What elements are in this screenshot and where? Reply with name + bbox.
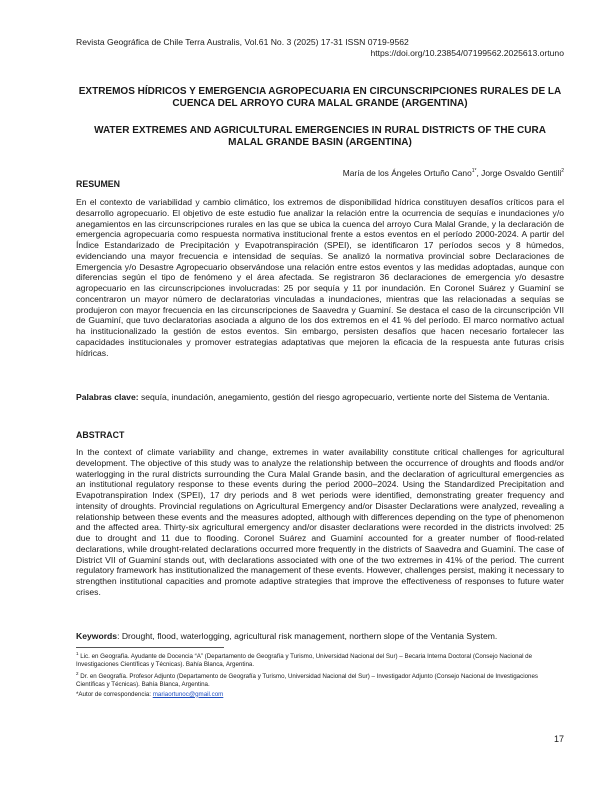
- palabras-clave: [76, 392, 564, 403]
- author-1-name: María de los Ángeles Ortuño Cano: [342, 167, 472, 178]
- footnote-2-mark: 2: [76, 671, 79, 677]
- page-number: 17: [553, 734, 564, 744]
- correspondence-label: *Autor de correspondencia:: [76, 690, 153, 698]
- journal-citation: Revista Geográfica de Chile Terra Australis, Vol.61 No. 3 (2025) 17-31 ISSN 0719-9562: [76, 37, 409, 47]
- author-line: [343, 166, 564, 179]
- footnote-2-text: Dr. en Geografía. Profesor Adjunto (Departamento de Geografía y Turismo, Universidad Nacional del Sur) – Investigador Adjunto (Consejo Nacional de Investigaciones Científicas y Técnicas). Bahía Blanca, Argentina.: [76, 673, 539, 689]
- resumen-text: En el contexto de variabilidad y cambio climático, los extremos de disponibilidad hídrica constituyen desafíos críticos para el desarrollo agropecuario. El objetivo de este estudio fue analizar la relación entre la ocurrencia de sequías e inundaciones y/o anegamientos en las circunscripciones rurales en las que se ubica la cuenca del arroyo Cura Malal Grande, y la declaración de emergencia agropecuaria como respuesta normativa institucional frente a estos eventos en el período 2000-2024. A partir del Índice Estandarizado de Precipitación y Evapotranspiración (SPEI), se identificaron 17 períodos secos y 8 húmedos, evidenciando una mayor frecuencia e intensidad de sequías. Se analizó la normativa provincial sobre Declaraciones de Emergencia y/o Desastre Agropecuario observándose una relación entre estos eventos y las medidas adoptadas, aunque con diferencias según el tipo de fenómeno y el área afectada. Se registraron 36 declaraciones de emergencia y/o desastre agropecuario en las circunscripciones involucradas: 25 por sequía y 11 por inundación. En Coronel Suárez y Guaminí se concentraron un mayor número de declaratorias vinculadas a inundaciones, mientras que las relacionadas a sequías se produjeron con mayor frecuencia en las circunscripciones de Saavedra y Guaminí. Se destaca el caso de la circunscripción VII de Guaminí, que tuvo declaratorias asociada a alguno de los dos extremos en el 41 % del período. El marco normativo actual ha institucionalizado la gestión de estos eventos. Sin embargo, persisten desafíos que hacen necesario fortalecer las capacidades institucionales y promover estrategias adaptativas que mejoren la eficacia de la respuesta ante futuras crisis hídricas.: [76, 197, 564, 358]
- footnote-1-mark: 1: [76, 651, 79, 656]
- author-1-mark: 1*: [471, 168, 477, 174]
- title-spanish: EXTREMOS HÍDRICOS Y EMERGENCIA AGROPECUARIA EN CIRCUNSCRIPCIONES RURALES DE LA CUENCA DEL ARROYO CURA MALAL GRANDE (ARGENTINA): [78, 86, 562, 110]
- footnote-2: [76, 670, 564, 689]
- author-2-name: Jorge Osvaldo Gentili: [481, 167, 562, 178]
- correspondence: [76, 691, 564, 699]
- palabras-clave-text: sequía, inundación, anegamiento, gestión del riesgo agropecuario, vertiente norte del Sistema de Ventania.: [138, 392, 550, 402]
- keywords: [76, 631, 564, 642]
- correspondence-email-link[interactable]: mariaortunoc@gmail.com: [152, 690, 224, 698]
- footnote-1: [76, 650, 564, 669]
- title-english: WATER EXTREMES AND AGRICULTURAL EMERGENCIES IN RURAL DISTRICTS OF THE CURA MALAL GRANDE BASIN (ARGENTINA): [94, 125, 546, 149]
- keywords-text: : Drought, flood, waterlogging, agricultural risk management, northern slope of the Ventania System.: [117, 631, 498, 641]
- paper-page: [76, 0, 564, 792]
- author-2-mark: 2: [561, 168, 564, 174]
- abstract-text: In the context of climate variability and change, extremes in water availability constitute critical challenges for agricultural development. The objective of this study was to analyze the relationship between the occurrence of droughts and floods and/or waterlogging in the rural districts surrounding the Cura Malal Grande basin, and the declaration of agricultural emergencies as an institutional regulatory response to these events during the period 2000–2024. Using the Standardized Precipitation and Evapotranspiration Index (SPEI), 17 dry periods and 8 wet periods were identified, demonstrating greater frequency and intensity of droughts. Provincial regulations on Agricultural Emergency and/or Disaster Declarations were analyzed, revealing a relationship between these events and the measures adopted, although with differences depending on the type of phenomenon and the affected area. Thirty-six agricultural emergency and/or disaster declarations were recorded in the districts involved: 25 due to drought and 11 due to flooding. Coronel Suárez and Guaminí accounted for a greater number of flood-related declarations, while drought-related declarations occurred more frequently in the districts of Saavedra and Guaminí. The case of District VII of Guaminí stands out, with declarations associated with one of the two extremes in 41% of the period. The current regulatory framework has institutionalized the management of these events. However, challenges persist, making it necessary to strengthen institutional capacities and promote adaptive strategies that improve the effectiveness of responses to future water crises.: [76, 447, 564, 597]
- palabras-clave-label: Palabras clave:: [76, 392, 139, 402]
- author-separator: ,: [476, 167, 482, 178]
- footnote-divider: [76, 647, 224, 648]
- doi-link[interactable]: https://doi.org/10.23854/07199562.2025613.ortuno: [370, 48, 564, 58]
- footnotes: [76, 650, 564, 700]
- resumen-heading: RESUMEN: [76, 179, 120, 189]
- keywords-label: Keywords: [76, 631, 118, 641]
- footnote-1-text: Lic. en Geografía. Ayudante de Docencia “A” (Departamento de Geografía y Turismo, Universidad Nacional del Sur) – Becaria Interna Doctoral (Consejo Nacional de Investigaciones Científicas y Técnicas). Bahía Blanca, Argentina.: [76, 653, 533, 669]
- journal-header: [76, 37, 564, 59]
- abstract-heading: ABSTRACT: [76, 430, 125, 440]
